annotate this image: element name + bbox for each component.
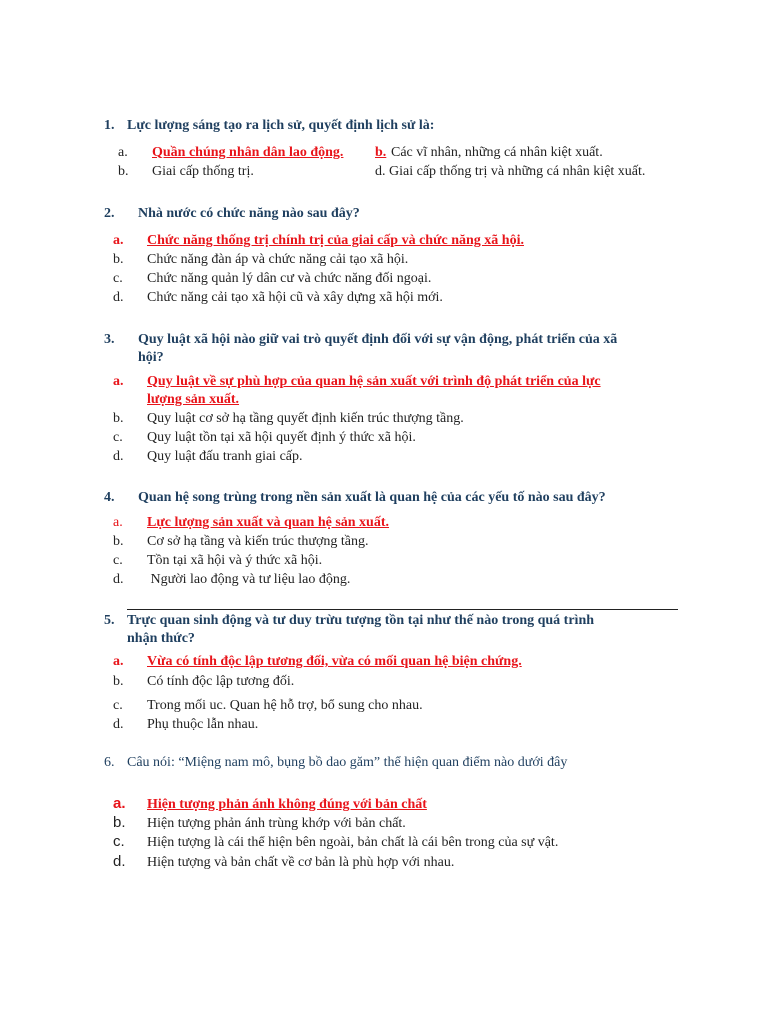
option-c: Quy luật tồn tại xã hội quyết định ý thức xã hội. bbox=[147, 430, 416, 445]
option-letter: b. bbox=[113, 411, 124, 426]
option-c: Chức năng quản lý dân cư và chức năng đối ngoại. bbox=[147, 271, 432, 286]
option-a-correct-line1: Quy luật về sự phù hợp của quan hệ sản xuất với trình độ phát triển của lực bbox=[147, 374, 601, 389]
question-text: Quan hệ song trùng trong nền sản xuất là quan hệ của các yếu tố nào sau đây? bbox=[138, 490, 606, 505]
question-number: 3. bbox=[104, 332, 115, 347]
question-number: 4. bbox=[104, 490, 115, 505]
horizontal-rule bbox=[127, 609, 678, 610]
question-text-line2: nhận thức? bbox=[127, 631, 195, 646]
option-d: Phụ thuộc lẫn nhau. bbox=[147, 717, 259, 732]
question-text-line2: hội? bbox=[138, 350, 164, 365]
question-number: 2. bbox=[104, 206, 115, 221]
option-letter: d. bbox=[113, 853, 126, 870]
option-letter: a. bbox=[113, 233, 124, 248]
question-text-line1: Trực quan sinh động và tư duy trừu tượng tồn tại như thế nào trong quá trình bbox=[127, 613, 595, 628]
option-b: Hiện tượng phản ánh trùng khớp với bản chất. bbox=[147, 816, 406, 831]
option-letter: c. bbox=[113, 698, 123, 713]
option-letter: c. bbox=[113, 553, 123, 568]
question-text: Lực lượng sáng tạo ra lịch sử, quyết định lịch sử là: bbox=[127, 118, 435, 133]
option-b: Các vĩ nhân, những cá nhân kiệt xuất. bbox=[391, 145, 603, 160]
option-letter: a. bbox=[113, 795, 126, 812]
option-c: Tồn tại xã hội và ý thức xã hội. bbox=[147, 553, 323, 568]
question-text-line1: Quy luật xã hội nào giữ vai trò quyết định đối với sự vận động, phát triển của xã bbox=[138, 332, 618, 347]
option-b: Có tính độc lập tương đối. bbox=[147, 674, 295, 689]
option-letter: b. bbox=[375, 145, 387, 160]
option-letter: a. bbox=[113, 515, 123, 530]
option-letter: c. bbox=[113, 271, 123, 286]
option-a-correct: Vừa có tính độc lập tương đối, vừa có mối quan hệ biện chứng. bbox=[147, 654, 522, 669]
option-letter: a. bbox=[113, 374, 124, 389]
option-d: d. Giai cấp thống trị và những cá nhân kiệt xuất. bbox=[375, 164, 646, 179]
option-letter: d. bbox=[113, 290, 124, 305]
option-letter: a. bbox=[113, 654, 124, 669]
option-d: Chức năng cải tạo xã hội cũ và xây dựng xã hội mới. bbox=[147, 290, 443, 305]
question-text: Câu nói: “Miệng nam mô, bụng bồ dao găm” thể hiện quan điểm nào dưới đây bbox=[127, 755, 568, 770]
option-a-correct: Lực lượng sản xuất và quan hệ sản xuất. bbox=[147, 515, 390, 530]
option-c: Hiện tượng là cái thể hiện bên ngoài, bản chất là cái bên trong của sự vật. bbox=[147, 835, 559, 850]
option-letter: c. bbox=[113, 430, 123, 445]
option-letter: d. bbox=[113, 572, 124, 587]
option-letter: d. bbox=[113, 449, 124, 464]
option-letter: b. bbox=[113, 814, 126, 831]
option-d: Quy luật đấu tranh giai cấp. bbox=[147, 449, 303, 464]
option-b: Cơ sở hạ tầng và kiến trúc thượng tầng. bbox=[147, 534, 369, 549]
option-a-correct: Quần chúng nhân dân lao động. bbox=[152, 145, 344, 160]
question-number: 6. bbox=[104, 755, 115, 770]
option-a-correct: Hiện tượng phản ánh không đúng với bản chất bbox=[147, 797, 427, 812]
option-b: Quy luật cơ sở hạ tầng quyết định kiến trúc thượng tầng. bbox=[147, 411, 464, 426]
option-letter: b. bbox=[113, 252, 124, 267]
option-c: Trong mối uc. Quan hệ hỗ trợ, bổ sung cho nhau. bbox=[147, 698, 423, 713]
option-d: Hiện tượng và bản chất về cơ bản là phù hợp với nhau. bbox=[147, 855, 455, 870]
option-letter: c. bbox=[113, 833, 125, 850]
option-letter: b. bbox=[113, 674, 124, 689]
option-b: Chức năng đàn áp và chức năng cải tạo xã hội. bbox=[147, 252, 409, 267]
question-number: 5. bbox=[104, 613, 115, 628]
option-a-correct-line2: lượng sản xuất. bbox=[147, 392, 240, 407]
option-letter: b. bbox=[113, 534, 124, 549]
option-d: Người lao động và tư liệu lao động. bbox=[147, 572, 351, 587]
option-a-correct: Chức năng thống trị chính trị của giai cấp và chức năng xã hội. bbox=[147, 233, 524, 248]
option-c: Giai cấp thống trị. bbox=[152, 164, 254, 179]
option-letter: b. bbox=[118, 164, 129, 179]
option-letter: a. bbox=[118, 145, 128, 160]
question-number: 1. bbox=[104, 118, 115, 133]
question-text: Nhà nước có chức năng nào sau đây? bbox=[138, 206, 360, 221]
option-letter: d. bbox=[113, 717, 124, 732]
